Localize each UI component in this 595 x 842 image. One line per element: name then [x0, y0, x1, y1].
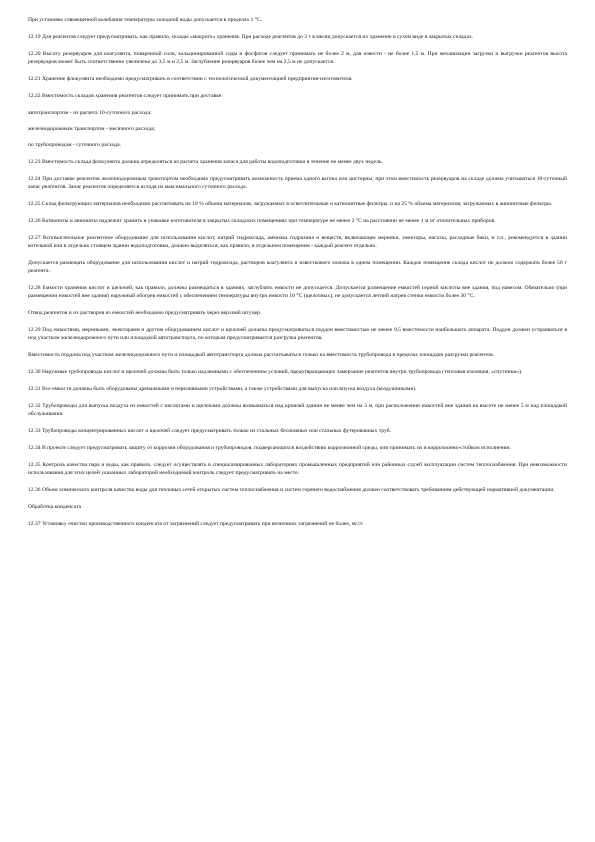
- section-heading-condensate: Обработка конденсата: [28, 504, 82, 511]
- paragraph-12-35: 12.35 Контроль качества пара и воды, как правило, следует осуществлять в специализированных лабораториях промышленных предприятий или районных служб эксплуатации систем теплоснабжения. При невозможности использования для этих целей указанных лабораторий необходимый контроль следует предусматривать на месте.: [28, 461, 567, 477]
- list-item-road-transport: автотранспортом - из расчета 10-суточного расхода;: [28, 109, 152, 116]
- paragraph-12-25: 12.25 Склад фильтрующих материалов необходимо рассчитывать на 10 % объема материалов, загружаемых в осветлительные и катионитные фильтры, и на 25 % объема материалов, загружаемых в анионитные фильтры.: [28, 200, 553, 207]
- paragraph-12-23: 12.23 Вместимость склада флокулянта должна определяться из расчета хранения запаса для работы водоподготовки в течение не менее двух недель.: [28, 158, 383, 165]
- paragraph-12-26: 12.26 Катиониты и аниониты надлежит хранить в упаковке изготовителя в закрытых складских помещениях при температуре не менее 2 °С на расстоянии не менее 1 м от отопительных приборов.: [28, 217, 496, 224]
- paragraph-12-19: 12.19 Для реагентов следует предусматривать, как правило, склады «мокрого» хранения. При расходе реагентов до 3 т в месяц допускается их хранение в сухом виде в закрытых складах.: [28, 33, 474, 40]
- list-item-pipelines: по трубопроводам - суточного расхода.: [28, 141, 121, 148]
- paragraph-12-28-cont: Отвод реагентов и их растворов из емкостей необходимо предусматривать через верхний штуцер.: [28, 310, 262, 317]
- paragraph-12-37: 12.37 Установку очистки производственного конденсата от загрязнений следует предусматривать при величинах загрязнений не более, мг/л:: [28, 520, 364, 527]
- paragraph-12-24: 12.24 При доставке реагентов железнодорожным транспортом необходимо предусматривать возможность приема одного вагона или цистерны; при этом вместимость резервуаров на складе должна учитываться 10-суточный запас реагентов. Запас реагентов определяется исходя из максимального суточного расхода.: [28, 175, 567, 191]
- paragraph-12-21: 12.21 Хранение флокулянта необходимо предусматривать в соответствии с технологической документацией предприятия-изготовителя.: [28, 75, 353, 82]
- paragraph-12-28: 12.28 Емкости хранения кислот и щелочей, как правило, должны размещаться в зданиях, заглублять емкости не допускается. Допускается размещение емкостей серной кислоты вне здания, под навесом. Обязательно (при размещении емкостей вне здания) наружный обогрев емкостей с обеспечением температуры внутри емкости 10 °С (щелочных), не допускается летний нагрев стенки емкости более 30 °С.: [28, 285, 567, 300]
- paragraph-12-29: 12.29 Под емкостями, мерниками, эжекторами и другим оборудованием кислот и щелочей должны предусматриваться поддон вместимостью не менее 0,5 вместимости наибольшего аппарата. Поддон должен устраиваться в под участком железнодорожного пути или площадкой автотранспорта, по которым предусматривается разгрузка реагентов.: [28, 327, 567, 342]
- paragraph-12-36: 12.36 Объем химического контроля качества воды для тепловых сетей открытых систем теплоснабжения и систем горячего водоснабжения должен соответствовать требованиям действующей нормативной документации.: [28, 487, 555, 494]
- paragraph-12-34: 12.34 В проекте следует предусматривать защиту от коррозии оборудования и трубопроводов, подвергающихся воздействию коррозионной среды, или принимать их в коррозионно-стойком исполнении.: [28, 445, 511, 452]
- paragraph-12-30: 12.30 Наружные трубопроводы кислот и щелочей должны быть только надземными с обеспечением условий, предотвращающих замерзание реагентов внутри трубопровода (тепловая изоляция, «спутники»).: [28, 369, 523, 376]
- paragraph-cold-water-temperature: При установке совмещенной колебания температуры холодной воды допускается в пределах 1 °С.: [28, 17, 263, 23]
- paragraph-12-27: 12.27 Вспомогательное реагентное оборудование для использования кислот, натрий гидроксида, аммиака гидразина и веществ, включающее мерники, эжекторы, насосы, расходные баки, и т.п., рекомендуется в здании котельной или в отдельно стоящем здании водоподготовки, должно выделяться, как правило, в отдельном помещении - каждый реагент отдельно.: [28, 234, 567, 249]
- paragraph-12-20: 12.20 Высоту резервуаров для коагулянта, поваренной соли, кальцинированной соды и фосфатов следует принимать не более 2 м, для извести - не более 1,5 м. При механизации загрузки и выгрузки реагентов высота резервуаров может быть соответственно увеличена до 3,5 м и 2,5 м. Заглубление резервуаров более чем на 2,5 м не допускается.: [28, 50, 567, 66]
- paragraph-12-22: 12.22 Вместимость складов хранения реагентов следует принимать при доставке:: [28, 92, 223, 99]
- paragraph-12-29-cont: Вместимость поддона под участком железнодорожного пути и площадкой автотранспорта должна рассчитываться только на вместимость трубопровода в пределах площадки разгрузки реагентов.: [28, 352, 495, 359]
- paragraph-12-31: 12.31 Все емкости должны быть оборудованы дренажными и переливными устройствами, а также устройствами для выпуска или впуска воздуха (воздушниками).: [28, 386, 417, 393]
- paragraph-12-27-cont: Допускается размещать оборудование для использования кислот и натрий гидроксида, растворов коагулянта и известкового молока в одном помещении. Каждое помещение склада кислот не должно содержать более 50 т реагента.: [28, 259, 567, 275]
- paragraph-12-33: 12.33 Трубопроводы концентрированных кислот и щелочей следует предусматривать только из стальных бесшовных или стальных футерованных труб.: [28, 428, 391, 435]
- paragraph-12-32: 12.32 Трубопроводы для выпуска воздуха из емкостей с кислотами и щелочами должны возвышаться над кровлей здания не менее чем на 3 м, при расположении емкостей вне здания на высоте не менее 5 м над площадкой обслуживания.: [28, 403, 567, 418]
- list-item-rail-transport: железнодорожным транспортом - месячного расхода;: [28, 125, 156, 132]
